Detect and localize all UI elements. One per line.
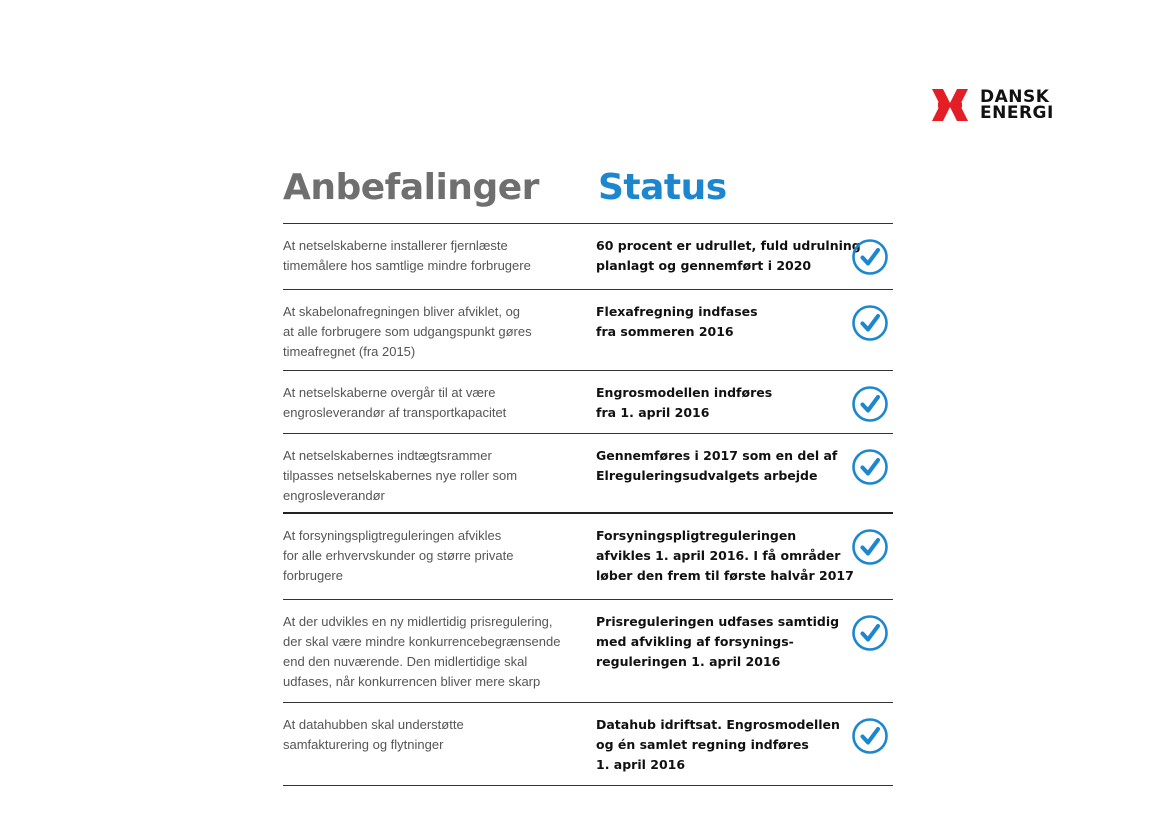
status-line: 1. april 2016 (596, 757, 686, 772)
status-text (596, 446, 841, 486)
status-line: Flexafregning indfases (596, 304, 758, 319)
status-line: fra 1. april 2016 (596, 405, 710, 420)
table-row (283, 703, 893, 786)
table-row (283, 514, 893, 600)
status-line: og én samlet regning indføres (596, 737, 809, 752)
check-circle-icon (851, 528, 889, 566)
recommendation-line: At netselskaberne installerer fjernlæste (283, 238, 508, 253)
logo-wordmark (980, 89, 1054, 121)
check-circle-icon (851, 304, 889, 342)
recommendation-line: for alle erhvervskunder og større private (283, 548, 514, 563)
status-line: Datahub idriftsat. Engrosmodellen (596, 717, 840, 732)
recommendation-line: timeafregnet (fra 2015) (283, 344, 416, 359)
status-text (596, 526, 854, 586)
table-rows (283, 224, 893, 786)
check-circle-icon (851, 448, 889, 486)
status-text (596, 612, 841, 672)
recommendations-status-table (283, 163, 893, 786)
recommendation-text (283, 715, 578, 755)
recommendation-line: At datahubben skal understøtte (283, 717, 464, 732)
check-circle-icon (851, 385, 889, 423)
status-line: Engrosmodellen indføres (596, 385, 773, 400)
logo-line-1: DANSK (980, 87, 1050, 107)
recommendation-text (283, 612, 578, 692)
status-line: Forsyningspligtreguleringen (596, 528, 797, 543)
table-headings (283, 163, 893, 224)
recommendation-line: forbrugere (283, 568, 343, 583)
status-line: Elreguleringsudvalgets arbejde (596, 468, 818, 483)
status-text (596, 383, 841, 423)
status-line: med afvikling af forsynings- (596, 634, 794, 649)
check-circle-icon (851, 717, 889, 755)
status-line: løber den frem til første halvår 2017 (596, 568, 854, 583)
recommendation-line: At der udvikles en ny midlertidig prisregulering, (283, 614, 553, 629)
check-circle-icon (851, 238, 889, 276)
recommendation-line: engrosleverandør af transportkapacitet (283, 405, 507, 420)
recommendation-line: At forsyningspligtreguleringen afvikles (283, 528, 502, 543)
recommendation-line: At netselskaberne overgår til at være (283, 385, 496, 400)
recommendation-line: end den nuværende. Den midlertidige skal (283, 654, 528, 669)
recommendation-line: At skabelonafregningen bliver afviklet, og (283, 304, 521, 319)
status-line: 60 procent er udrullet, fuld udrulning (596, 238, 861, 253)
dansk-energi-logo (930, 86, 1054, 124)
status-line: Gennemføres i 2017 som en del af (596, 448, 838, 463)
logo-line-2: ENERGI (980, 103, 1054, 123)
recommendation-text (283, 526, 578, 586)
heading-status: Status (598, 167, 727, 208)
recommendation-text (283, 383, 578, 423)
table-row (283, 600, 893, 703)
recommendation-line: udfases, når konkurrencen bliver mere skarp (283, 674, 541, 689)
recommendation-line: tilpasses netselskabernes nye roller som (283, 468, 518, 483)
heading-recommendations: Anbefalinger (283, 167, 539, 208)
check-circle-icon (851, 614, 889, 652)
recommendation-text (283, 302, 578, 362)
status-line: reguleringen 1. april 2016 (596, 654, 781, 669)
status-line: planlagt og gennemført i 2020 (596, 258, 812, 273)
recommendation-line: der skal være mindre konkurrencebegrænsende (283, 634, 561, 649)
status-text (596, 236, 861, 276)
status-line: Prisreguleringen udfases samtidig (596, 614, 840, 629)
table-row (283, 224, 893, 290)
recommendation-text (283, 446, 578, 506)
recommendation-line: engrosleverandør (283, 488, 385, 503)
recommendation-line: samfakturering og flytninger (283, 737, 444, 752)
status-line: afvikles 1. april 2016. I få områder (596, 548, 841, 563)
recommendation-text (283, 236, 578, 276)
recommendation-line: timemålere hos samtlige mindre forbrugere (283, 258, 531, 273)
table-row (283, 434, 893, 514)
table-row (283, 371, 893, 434)
status-text (596, 302, 841, 342)
dansk-energi-mark-icon (930, 86, 970, 124)
status-text (596, 715, 841, 775)
recommendation-line: At netselskabernes indtægtsrammer (283, 448, 492, 463)
recommendation-line: at alle forbrugere som udgangspunkt gøres (283, 324, 532, 339)
table-row (283, 290, 893, 371)
status-line: fra sommeren 2016 (596, 324, 734, 339)
